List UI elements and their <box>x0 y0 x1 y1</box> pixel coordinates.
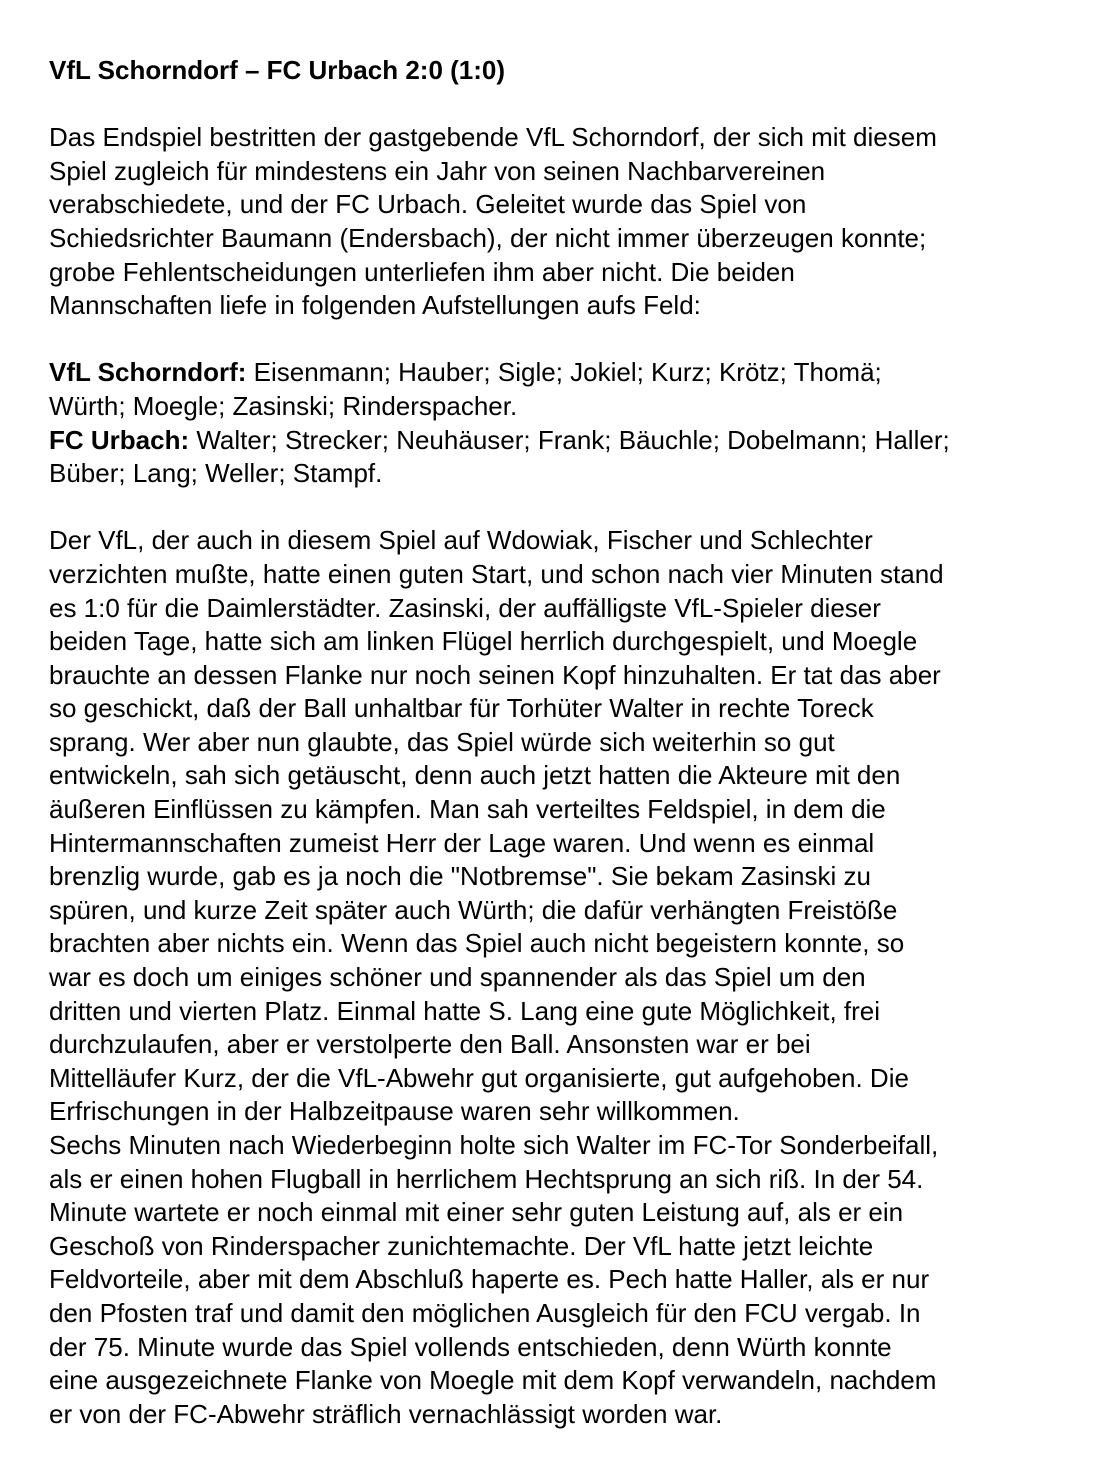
away-players: Walter; Strecker; Neuhäuser; Frank; Bäuchle; Dobelmann; Haller; <box>189 424 950 455</box>
text-line: spüren, und kurze Zeit später auch Würth; die dafür verhängten Freistöße <box>49 894 898 925</box>
text-line: verabschiedete, und der FC Urbach. Geleitet wurde das Spiel von <box>49 189 807 220</box>
text-line: äußeren Einflüssen zu kämpfen. Man sah verteiltes Feldspiel, in dem die <box>49 794 886 825</box>
text-line: Das Endspiel bestritten der gastgebende VfL Schorndorf, der sich mit diesem <box>49 122 937 153</box>
spacer <box>49 491 1065 525</box>
match-title: VfL Schorndorf – FC Urbach 2:0 (1:0) <box>49 55 506 85</box>
home-players: Eisenmann; Hauber; Sigle; Jokiel; Kurz; Krötz; Thomä; <box>246 357 882 388</box>
home-lineup-line <box>49 356 1065 390</box>
lineups <box>49 356 1065 490</box>
away-lineup-line <box>49 424 1065 458</box>
text-line: brenzlig wurde, gab es ja noch die "Notbremse". Sie bekam Zasinski zu <box>49 861 871 892</box>
text-line: es 1:0 für die Daimlerstädter. Zasinski, der auffälligste VfL-Spieler dieser <box>49 592 881 623</box>
text-line: Spiel zugleich für mindestens ein Jahr von seinen Nachbarvereinen <box>49 155 826 186</box>
text-line: dritten und vierten Platz. Einmal hatte S. Lang eine gute Möglichkeit, frei <box>49 995 881 1026</box>
home-lineup-continued: Würth; Moegle; Zasinski; Rinderspacher. <box>49 390 518 421</box>
report-paragraph <box>49 524 1065 1431</box>
text-line: der 75. Minute wurde das Spiel vollends entschieden, denn Würth konnte <box>49 1331 892 1362</box>
text-line: den Pfosten traf und damit den möglichen Ausgleich für den FCU vergab. In <box>49 1297 921 1328</box>
text-line: Hintermannschaften zumeist Herr der Lage waren. Und wenn es einmal <box>49 827 875 858</box>
text-line: Schiedsrichter Baumann (Endersbach), der nicht immer überzeugen konnte; <box>49 222 927 253</box>
text-line: er von der FC-Abwehr sträflich vernachlässigt worden war. <box>49 1398 723 1429</box>
text-line: Feldvorteile, aber mit dem Abschluß haperte es. Pech hatte Haller, als er nur <box>49 1264 930 1295</box>
intro-paragraph <box>49 121 1065 323</box>
text-line: entwickeln, sah sich getäuscht, denn auch jetzt hatten die Akteure mit den <box>49 760 901 791</box>
text-line: Sechs Minuten nach Wiederbeginn holte sich Walter im FC-Tor Sonderbeifall, <box>49 1130 939 1160</box>
text-line: so geschickt, daß der Ball unhaltbar für Torhüter Walter in rechte Toreck <box>49 693 874 724</box>
spacer <box>49 323 1065 357</box>
away-lineup-continued: Büber; Lang; Weller; Stampf. <box>49 458 383 489</box>
text-line: Erfrischungen in der Halbzeitpause waren sehr willkommen. <box>49 1096 740 1127</box>
text-line: sprang. Wer aber nun glaubte, das Spiel würde sich weiterhin so gut <box>49 726 835 757</box>
text-line: brachten aber nichts ein. Wenn das Spiel auch nicht begeistern konnte, so <box>49 928 905 959</box>
text-line: Geschoß von Rinderspacher zunichtemachte. Der VfL hatte jetzt leichte <box>49 1230 874 1261</box>
text-line: verzichten mußte, hatte einen guten Start, und schon nach vier Minuten stand <box>49 558 944 589</box>
text-line: Mittelläufer Kurz, der die VfL-Abwehr gut organisierte, gut aufgehoben. Die <box>49 1062 909 1093</box>
text-line: brauchte an dessen Flanke nur noch seinen Kopf hinzuhalten. Er tat das aber <box>49 659 941 690</box>
text-line: als er einen hohen Flugball in herrlichem Hechtsprung an sich riß. In der 54. <box>49 1163 924 1194</box>
away-team-label: FC Urbach: <box>49 424 190 455</box>
text-line: beiden Tage, hatte sich am linken Flügel herrlich durchgespielt, und Moegle <box>49 626 918 657</box>
text-line: durchzulaufen, aber er verstolperte den Ball. Ansonsten war er bei <box>49 1029 811 1060</box>
text-line: Mannschaften liefe in folgenden Aufstellungen aufs Feld: <box>49 290 701 321</box>
text-line: eine ausgezeichnete Flanke von Moegle mit dem Kopf verwandeln, nachdem <box>49 1365 937 1396</box>
spacer <box>49 88 1065 122</box>
text-line: Minute wartete er noch einmal mit einer sehr guten Leistung auf, als er ein <box>49 1197 904 1228</box>
home-team-label: VfL Schorndorf: <box>49 357 247 388</box>
text-line: Der VfL, der auch in diesem Spiel auf Wdowiak, Fischer und Schlechter <box>49 525 873 556</box>
text-line: grobe Fehlentscheidungen unterliefen ihm aber nicht. Die beiden <box>49 256 795 287</box>
text-line: war es doch um einiges schöner und spannender als das Spiel um den <box>49 962 866 993</box>
